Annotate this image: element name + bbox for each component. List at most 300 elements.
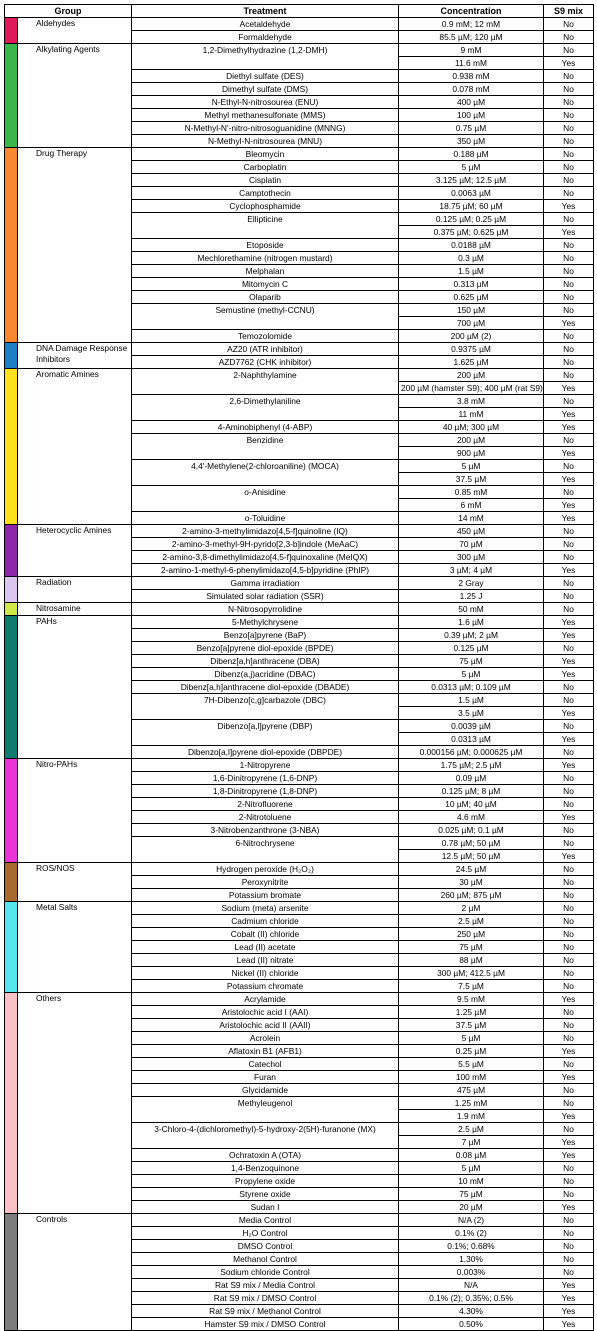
treatment-cell: Catechol (132, 1058, 399, 1071)
treatment-cell: Rat S9 mix / Media Control (132, 1279, 399, 1292)
table-row (5, 18, 594, 31)
concentration-cell: 200 µM (399, 434, 544, 447)
s9-mix-cell: Yes (544, 473, 594, 486)
concentration-cell: 0.39 µM; 2 µM (399, 629, 544, 642)
concentration-cell: 3.8 mM (399, 395, 544, 408)
s9-mix-cell: No (544, 343, 594, 356)
treatment-cell: Semustine (methyl-CCNU) (132, 304, 399, 330)
concentration-cell: 0.188 µM (399, 148, 544, 161)
concentration-cell: 5 µM (399, 460, 544, 473)
s9-mix-cell: Yes (544, 1305, 594, 1318)
s9-mix-cell: No (544, 213, 594, 226)
group-label: Others (18, 993, 132, 1214)
concentration-cell: 0.50% (399, 1318, 544, 1331)
group-label: DNA Damage Response Inhibitors (18, 343, 132, 369)
s9-mix-cell: No (544, 967, 594, 980)
s9-mix-cell: No (544, 434, 594, 447)
s9-mix-cell: No (544, 460, 594, 473)
s9-mix-cell: Yes (544, 1292, 594, 1305)
s9-mix-cell: No (544, 1006, 594, 1019)
concentration-cell: 2.5 µM (399, 915, 544, 928)
s9-mix-cell: Yes (544, 512, 594, 525)
treatment-cell: Camptothecin (132, 187, 399, 200)
concentration-cell: 10 mM (399, 1175, 544, 1188)
concentration-cell: 200 µM (2) (399, 330, 544, 343)
concentration-cell: 0.1%; 0.68% (399, 1240, 544, 1253)
s9-mix-cell: No (544, 96, 594, 109)
treatment-cell: Sodium (meta) arsenite (132, 902, 399, 915)
table-body (5, 18, 594, 1331)
concentration-cell: 3.5 µM (399, 707, 544, 720)
concentration-cell: 400 µM (399, 96, 544, 109)
header-concentration: Concentration (399, 5, 544, 18)
concentration-cell: 1.25 mM (399, 1097, 544, 1110)
s9-mix-cell: No (544, 18, 594, 31)
header-group: Group (5, 5, 132, 18)
treatment-cell: Hydrogen peroxide (H₂O₂) (132, 863, 399, 876)
treatment-cell: 3-Chloro-4-(dichloromethyl)-5-hydroxy-2(5H)-furanone (MX) (132, 1123, 399, 1149)
concentration-cell: 200 µM (hamster S9); 400 µM (rat S9) (399, 382, 544, 395)
concentration-cell: 7.5 µM (399, 980, 544, 993)
treatment-cell: Sudan I (132, 1201, 399, 1214)
s9-mix-cell: No (544, 356, 594, 369)
treatment-cell: DMSO Control (132, 1240, 399, 1253)
compound-table (4, 4, 594, 1331)
table-row (5, 759, 594, 772)
group-label: Alkylating Agents (18, 44, 132, 148)
treatment-cell: 2-Nitrotoluene (132, 811, 399, 824)
treatment-cell: Cobalt (II) chloride (132, 928, 399, 941)
table-row (5, 1214, 594, 1227)
treatment-cell: Methyl methanesulfonate (MMS) (132, 109, 399, 122)
treatment-cell: Acetaldehyde (132, 18, 399, 31)
concentration-cell: 37.5 µM (399, 1019, 544, 1032)
s9-mix-cell: Yes (544, 993, 594, 1006)
s9-mix-cell: Yes (544, 707, 594, 720)
treatment-cell: 2-amino-1-methyl-6-phenylimidazo[4,5-b]pyridine (PhIP) (132, 564, 399, 577)
table-row (5, 343, 594, 356)
group-color-swatch (5, 44, 18, 148)
s9-mix-cell: No (544, 954, 594, 967)
s9-mix-cell: No (544, 174, 594, 187)
concentration-cell: 3 µM; 4 µM (399, 564, 544, 577)
concentration-cell: 0.1% (2); 0.35%; 0.5% (399, 1292, 544, 1305)
s9-mix-cell: Yes (544, 655, 594, 668)
treatment-cell: Mechlorethamine (nitrogen mustard) (132, 252, 399, 265)
header-row (5, 5, 594, 18)
s9-mix-cell: Yes (544, 850, 594, 863)
treatment-cell: Temozolomide (132, 330, 399, 343)
treatment-cell: 1,8-Dinitropyrene (1,8-DNP) (132, 785, 399, 798)
s9-mix-cell: No (544, 980, 594, 993)
treatment-cell: 2-amino-3-methylimidazo[4,5-f]quinoline (IQ) (132, 525, 399, 538)
concentration-cell: 30 µM (399, 876, 544, 889)
treatment-cell: H₂O Control (132, 1227, 399, 1240)
s9-mix-cell: Yes (544, 629, 594, 642)
s9-mix-cell: No (544, 252, 594, 265)
s9-mix-cell: No (544, 824, 594, 837)
concentration-cell: 1.9 mM (399, 1110, 544, 1123)
s9-mix-cell: No (544, 44, 594, 57)
treatment-cell: 2,6-Dimethylaniline (132, 395, 399, 421)
treatment-cell: Dibenz(a,j)acridine (DBAC) (132, 668, 399, 681)
treatment-cell: 7H-Dibenzo[c,g]carbazole (DBC) (132, 694, 399, 720)
s9-mix-cell: No (544, 1175, 594, 1188)
group-color-swatch (5, 18, 18, 44)
s9-mix-cell: No (544, 642, 594, 655)
s9-mix-cell: Yes (544, 499, 594, 512)
treatment-cell: Aflatoxin B1 (AFB1) (132, 1045, 399, 1058)
s9-mix-cell: Yes (544, 421, 594, 434)
s9-mix-cell: No (544, 876, 594, 889)
treatment-cell: Rat S9 mix / Methanol Control (132, 1305, 399, 1318)
concentration-cell: 2.5 µM (399, 1123, 544, 1136)
s9-mix-cell: No (544, 720, 594, 733)
s9-mix-cell: No (544, 148, 594, 161)
treatment-cell: Ochratoxin A (OTA) (132, 1149, 399, 1162)
treatment-cell: Styrene oxide (132, 1188, 399, 1201)
s9-mix-cell: Yes (544, 226, 594, 239)
concentration-cell: 1.5 µM (399, 265, 544, 278)
s9-mix-cell: No (544, 525, 594, 538)
group-label: Aldehydes (18, 18, 132, 44)
concentration-cell: 200 µM (399, 369, 544, 382)
treatment-cell: 2-Naphthylamine (132, 369, 399, 395)
treatment-cell: Formaldehyde (132, 31, 399, 44)
group-color-swatch (5, 1214, 18, 1331)
concentration-cell: 0.0039 µM (399, 720, 544, 733)
s9-mix-cell: Yes (544, 57, 594, 70)
table-row (5, 577, 594, 590)
s9-mix-cell: No (544, 122, 594, 135)
treatment-cell: Furan (132, 1071, 399, 1084)
treatment-cell: Sodium chloride Control (132, 1266, 399, 1279)
treatment-cell: 4-Aminobiphenyl (4-ABP) (132, 421, 399, 434)
group-label: Radiation (18, 577, 132, 603)
concentration-cell: 6 mM (399, 499, 544, 512)
concentration-cell: 0.85 mM (399, 486, 544, 499)
s9-mix-cell: No (544, 265, 594, 278)
s9-mix-cell: No (544, 1019, 594, 1032)
concentration-cell: 5.5 µM (399, 1058, 544, 1071)
s9-mix-cell: No (544, 538, 594, 551)
concentration-cell: 3.125 µM; 12.5 µM (399, 174, 544, 187)
treatment-cell: Propylene oxide (132, 1175, 399, 1188)
concentration-cell: 0.625 µM (399, 291, 544, 304)
treatment-cell: Etoposide (132, 239, 399, 252)
treatment-cell: 2-amino-3-methyl-9H-pyrido[2,3-b]indole (MeAaC) (132, 538, 399, 551)
group-color-swatch (5, 148, 18, 343)
group-label: ROS/NOS (18, 863, 132, 902)
s9-mix-cell: No (544, 1097, 594, 1110)
concentration-cell: 1.25 µM (399, 1006, 544, 1019)
concentration-cell: 9 mM (399, 44, 544, 57)
group-color-swatch (5, 603, 18, 616)
concentration-cell: 900 µM (399, 447, 544, 460)
concentration-cell: 10 µM; 40 µM (399, 798, 544, 811)
treatment-cell: Dibenz[a,h]anthracene (DBA) (132, 655, 399, 668)
concentration-cell: 20 µM (399, 1201, 544, 1214)
treatment-cell: Lead (II) nitrate (132, 954, 399, 967)
concentration-cell: 100 mM (399, 1071, 544, 1084)
treatment-cell: Methanol Control (132, 1253, 399, 1266)
concentration-cell: 85.5 µM; 120 µM (399, 31, 544, 44)
group-color-swatch (5, 759, 18, 863)
concentration-cell: 5 µM (399, 1162, 544, 1175)
group-label: Heterocyclic Amines (18, 525, 132, 577)
s9-mix-cell: No (544, 109, 594, 122)
treatment-cell: 4,4'-Methylene(2-chloroaniline) (MOCA) (132, 460, 399, 486)
s9-mix-cell: Yes (544, 200, 594, 213)
concentration-cell: 12.5 µM; 50 µM (399, 850, 544, 863)
s9-mix-cell: Yes (544, 447, 594, 460)
s9-mix-cell: Yes (544, 1136, 594, 1149)
s9-mix-cell: Yes (544, 759, 594, 772)
s9-mix-cell: Yes (544, 1201, 594, 1214)
treatment-cell: Diethyl sulfate (DES) (132, 70, 399, 83)
s9-mix-cell: No (544, 928, 594, 941)
concentration-cell: 5 µM (399, 161, 544, 174)
table-row (5, 616, 594, 629)
s9-mix-cell: Yes (544, 408, 594, 421)
concentration-cell: 0.25 µM (399, 1045, 544, 1058)
treatment-cell: N-Ethyl-N-nitrosourea (ENU) (132, 96, 399, 109)
treatment-cell: Peroxynitrite (132, 876, 399, 889)
s9-mix-cell: Yes (544, 1071, 594, 1084)
treatment-cell: N-Methyl-N-nitrosourea (MNU) (132, 135, 399, 148)
s9-mix-cell: No (544, 1214, 594, 1227)
treatment-cell: Simulated solar radiation (SSR) (132, 590, 399, 603)
concentration-cell: 0.0313 µM; 0.109 µM (399, 681, 544, 694)
table-row (5, 44, 594, 57)
table-row (5, 863, 594, 876)
s9-mix-cell: No (544, 746, 594, 759)
treatment-cell: Potassium bromate (132, 889, 399, 902)
concentration-cell: 5 µM (399, 1032, 544, 1045)
s9-mix-cell: No (544, 135, 594, 148)
s9-mix-cell: No (544, 694, 594, 707)
treatment-cell: 5-Methylchrysene (132, 616, 399, 629)
concentration-cell: 0.9375 µM (399, 343, 544, 356)
treatment-cell: Cadmium chloride (132, 915, 399, 928)
s9-mix-cell: No (544, 772, 594, 785)
s9-mix-cell: No (544, 551, 594, 564)
concentration-cell: 0.75 µM (399, 122, 544, 135)
treatment-cell: 3-Nitrobenzanthrone (3-NBA) (132, 824, 399, 837)
treatment-cell: 2-Nitrofluorene (132, 798, 399, 811)
treatment-cell: Dibenz[a,h]anthracene diol-epoxide (DBADE) (132, 681, 399, 694)
s9-mix-cell: No (544, 603, 594, 616)
s9-mix-cell: No (544, 1240, 594, 1253)
concentration-cell: 75 µM (399, 655, 544, 668)
concentration-cell: 0.313 µM (399, 278, 544, 291)
concentration-cell: 0.003% (399, 1266, 544, 1279)
group-label: Controls (18, 1214, 132, 1331)
header-s9-mix: S9 mix (544, 5, 594, 18)
treatment-cell: N-Nitrosopyrrolidine (132, 603, 399, 616)
s9-mix-cell: No (544, 785, 594, 798)
treatment-cell: Aristolochic acid I (AAI) (132, 1006, 399, 1019)
group-label: Metal Salts (18, 902, 132, 993)
s9-mix-cell: Yes (544, 733, 594, 746)
group-label: Nitrosamine (18, 603, 132, 616)
concentration-cell: 4.6 mM (399, 811, 544, 824)
s9-mix-cell: Yes (544, 1318, 594, 1331)
concentration-cell: 0.0313 µM (399, 733, 544, 746)
concentration-cell: 2 Gray (399, 577, 544, 590)
s9-mix-cell: No (544, 798, 594, 811)
treatment-cell: Methyleugenol (132, 1097, 399, 1123)
treatment-cell: 2-amino-3,8-dimethylimidazo[4,5-f]quinoxaline (MeIQX) (132, 551, 399, 564)
concentration-cell: 88 µM (399, 954, 544, 967)
s9-mix-cell: No (544, 304, 594, 317)
group-color-swatch (5, 902, 18, 993)
concentration-cell: 0.078 mM (399, 83, 544, 96)
treatment-cell: Gamma irradiation (132, 577, 399, 590)
s9-mix-cell: No (544, 1266, 594, 1279)
s9-mix-cell: No (544, 941, 594, 954)
group-label: Nitro-PAHs (18, 759, 132, 863)
s9-mix-cell: No (544, 1253, 594, 1266)
concentration-cell: 18.75 µM; 60 µM (399, 200, 544, 213)
concentration-cell: 1.25 J (399, 590, 544, 603)
treatment-cell: Lead (II) acetate (132, 941, 399, 954)
concentration-cell: 700 µM (399, 317, 544, 330)
concentration-cell: 0.9 mM; 12 mM (399, 18, 544, 31)
treatment-cell: Acrolein (132, 1032, 399, 1045)
treatment-cell: Benzo[a]pyrene (BaP) (132, 629, 399, 642)
treatment-cell: Mitomycin C (132, 278, 399, 291)
treatment-cell: Dibenzo[a,l]pyrene diol-epoxide (DBPDE) (132, 746, 399, 759)
s9-mix-cell: No (544, 161, 594, 174)
s9-mix-cell: No (544, 863, 594, 876)
s9-mix-cell: No (544, 1162, 594, 1175)
concentration-cell: 9.5 mM (399, 993, 544, 1006)
treatment-cell: Glycidamide (132, 1084, 399, 1097)
concentration-cell: 0.78 µM; 50 µM (399, 837, 544, 850)
treatment-cell: o-Toluidine (132, 512, 399, 525)
concentration-cell: 11.6 mM (399, 57, 544, 70)
concentration-cell: 260 µM; 875 µM (399, 889, 544, 902)
group-label: PAHs (18, 616, 132, 759)
concentration-cell: 100 µM (399, 109, 544, 122)
concentration-cell: 75 µM (399, 941, 544, 954)
concentration-cell: N/A (2) (399, 1214, 544, 1227)
s9-mix-cell: No (544, 902, 594, 915)
concentration-cell: 0.3 µM (399, 252, 544, 265)
concentration-cell: N/A (399, 1279, 544, 1292)
s9-mix-cell: Yes (544, 1279, 594, 1292)
s9-mix-cell: No (544, 1188, 594, 1201)
table-row (5, 993, 594, 1006)
concentration-cell: 40 µM; 300 µM (399, 421, 544, 434)
concentration-cell: 14 mM (399, 512, 544, 525)
treatment-cell: Melphalan (132, 265, 399, 278)
s9-mix-cell: No (544, 1032, 594, 1045)
s9-mix-cell: Yes (544, 382, 594, 395)
s9-mix-cell: No (544, 395, 594, 408)
treatment-cell: Cyclophosphamide (132, 200, 399, 213)
treatment-cell: o-Anisidine (132, 486, 399, 512)
treatment-cell: AZD7762 (CHK inhibitor) (132, 356, 399, 369)
group-label: Drug Therapy (18, 148, 132, 343)
treatment-cell: Hamster S9 mix / DMSO Control (132, 1318, 399, 1331)
treatment-cell: Cisplatin (132, 174, 399, 187)
treatment-cell: Media Control (132, 1214, 399, 1227)
table-row (5, 369, 594, 382)
s9-mix-cell: Yes (544, 1110, 594, 1123)
s9-mix-cell: No (544, 1058, 594, 1071)
s9-mix-cell: Yes (544, 616, 594, 629)
treatment-cell: Nickel (II) chloride (132, 967, 399, 980)
header-treatment: Treatment (132, 5, 399, 18)
concentration-cell: 1.625 µM (399, 356, 544, 369)
treatment-cell: N-Methyl-N'-nitro-nitrosoguanidine (MNNG) (132, 122, 399, 135)
treatment-cell: Benzo[a]pyrene diol-epoxide (BPDE) (132, 642, 399, 655)
group-color-swatch (5, 577, 18, 603)
s9-mix-cell: Yes (544, 668, 594, 681)
s9-mix-cell: No (544, 291, 594, 304)
concentration-cell: 37.5 µM (399, 473, 544, 486)
concentration-cell: 1.75 µM; 2.5 µM (399, 759, 544, 772)
treatment-cell: Ellipticine (132, 213, 399, 239)
table-row (5, 525, 594, 538)
concentration-cell: 5 µM (399, 668, 544, 681)
treatment-cell: Olaparib (132, 291, 399, 304)
s9-mix-cell: No (544, 330, 594, 343)
s9-mix-cell: Yes (544, 811, 594, 824)
s9-mix-cell: Yes (544, 317, 594, 330)
s9-mix-cell: No (544, 31, 594, 44)
s9-mix-cell: No (544, 915, 594, 928)
treatment-cell: 1,6-Dinitropyrene (1,6-DNP) (132, 772, 399, 785)
concentration-cell: 0.125 µM; 8 µM (399, 785, 544, 798)
s9-mix-cell: No (544, 187, 594, 200)
concentration-cell: 4.30% (399, 1305, 544, 1318)
concentration-cell: 11 mM (399, 408, 544, 421)
concentration-cell: 0.0188 µM (399, 239, 544, 252)
treatment-cell: Rat S9 mix / DMSO Control (132, 1292, 399, 1305)
s9-mix-cell: No (544, 83, 594, 96)
concentration-cell: 250 µM (399, 928, 544, 941)
treatment-cell: 1,2-Dimethylhydrazine (1,2-DMH) (132, 44, 399, 70)
s9-mix-cell: Yes (544, 564, 594, 577)
s9-mix-cell: No (544, 278, 594, 291)
table-row (5, 603, 594, 616)
concentration-cell: 0.1% (2) (399, 1227, 544, 1240)
treatment-cell: Acrylamide (132, 993, 399, 1006)
s9-mix-cell: Yes (544, 1045, 594, 1058)
concentration-cell: 475 µM (399, 1084, 544, 1097)
concentration-cell: 1.5 µM (399, 694, 544, 707)
concentration-cell: 150 µM (399, 304, 544, 317)
concentration-cell: 0.0063 µM (399, 187, 544, 200)
concentration-cell: 0.375 µM; 0.625 µM (399, 226, 544, 239)
concentration-cell: 0.08 µM (399, 1149, 544, 1162)
concentration-cell: 300 µM (399, 551, 544, 564)
treatment-cell: Dimethyl sulfate (DMS) (132, 83, 399, 96)
treatment-cell: 1-Nitropyrene (132, 759, 399, 772)
s9-mix-cell: No (544, 70, 594, 83)
s9-mix-cell: No (544, 1084, 594, 1097)
treatment-cell: Aristolochic acid II (AAII) (132, 1019, 399, 1032)
group-label: Aromatic Amines (18, 369, 132, 525)
s9-mix-cell: No (544, 486, 594, 499)
concentration-cell: 75 µM (399, 1188, 544, 1201)
concentration-cell: 7 µM (399, 1136, 544, 1149)
concentration-cell: 24.5 µM (399, 863, 544, 876)
s9-mix-cell: No (544, 239, 594, 252)
